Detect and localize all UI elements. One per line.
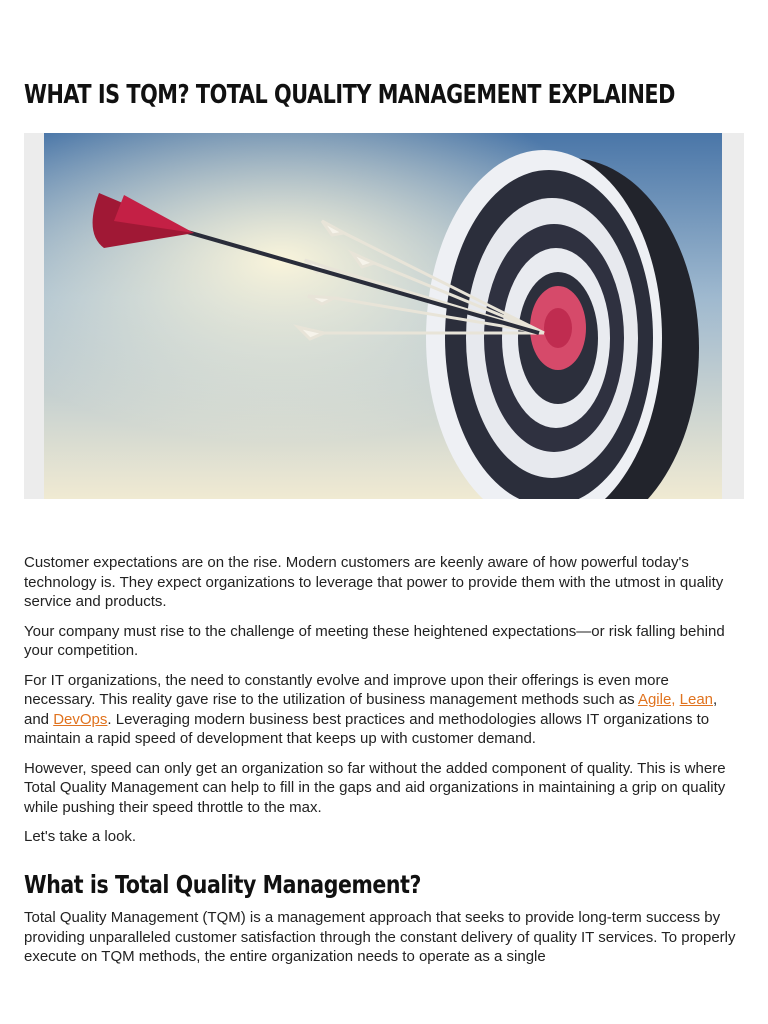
intro-paragraph-2: Your company must rise to the challenge of meeting these heightened expectations—or risk falling behind your competition. [24, 622, 725, 659]
agile-link[interactable]: Agile, [637, 691, 676, 708]
article-body [24, 553, 744, 857]
page-title: WHAT IS TQM? TOTAL QUALITY MANAGEMENT EXPLAINED [24, 80, 675, 110]
section-heading: What is Total Quality Management? [24, 870, 421, 899]
it-paragraph-between: , and [24, 691, 718, 728]
hero-image-frame [24, 133, 744, 499]
it-paragraph [24, 671, 744, 749]
speed-paragraph: However, speed can only get an organization so far without the added component of quality. This is where Total Quality Management can help to fill in the gaps and aid organizations in maintaining a grip on quality while pushing their speed throttle to the max. [24, 759, 726, 816]
section-paragraph: Total Quality Management (TQM) is a management approach that seeks to provide long-term success by providing unparalleled customer satisfaction through the constant delivery of quality IT services. To properly execute on TQM methods, the entire organization needs to operate as a single [24, 909, 736, 965]
devops-link[interactable]: DevOps [53, 710, 108, 728]
it-paragraph-after: . Leveraging modern business best practices and methodologies allows IT organizations to maintain a rapid speed of development that keeps up with customer demand. [24, 710, 710, 747]
lean-link[interactable]: Lean [679, 691, 714, 708]
hero-image [44, 133, 722, 499]
lets-look-paragraph: Let's take a look. [24, 828, 137, 845]
intro-paragraph-1: Customer expectations are on the rise. Modern customers are keenly aware of how powerful today's technology is. They expect organizations to leverage that power to provide them with the utmost in quality service and products. [24, 554, 724, 610]
it-paragraph-text: For IT organizations, the need to constantly evolve and improve upon their offerings is even more necessary. This reality gave rise to the utilization of business management methods such as [24, 671, 669, 708]
section-body [24, 908, 744, 977]
